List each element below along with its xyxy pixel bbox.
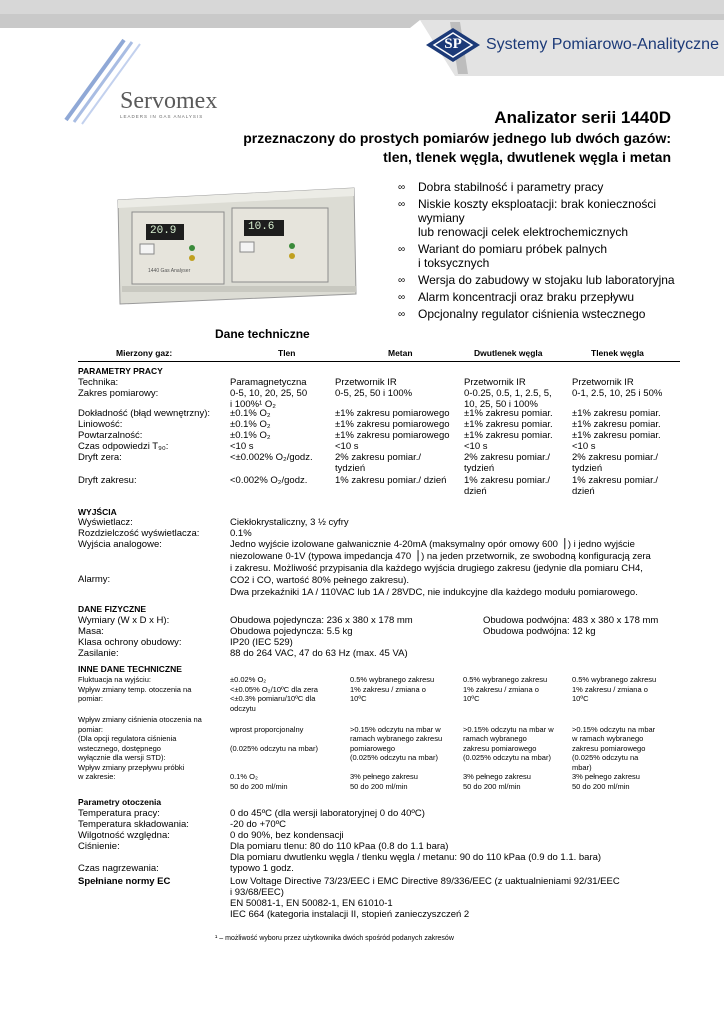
table-cell: ±0.1% O₂ — [230, 430, 271, 441]
device-label: 1440 Gas Analyser — [148, 268, 191, 274]
feature-item — [394, 197, 694, 239]
output-alarms: Dwa przekaźniki 1A / 110VAC lub 1A / 28VDC, nie indukcyjne dla każdego modułu pomiarowego. — [230, 587, 638, 598]
bullet-icon: ∞ — [398, 309, 406, 320]
table-cell: 2% zakresu pomiar./ tydzień — [572, 452, 659, 474]
feature-list — [394, 180, 694, 324]
col-header-methane: Metan — [388, 348, 413, 358]
sp-logo — [424, 27, 482, 63]
section-physical: DANE FIZYCZNE — [78, 604, 146, 614]
table-cell: <10 s — [572, 441, 596, 452]
section-environment: Parametry otoczenia — [78, 797, 162, 807]
col-header-co2: Dwutlenek węgla — [474, 348, 543, 358]
display-right: 10.6 — [248, 221, 275, 233]
table-cell: 0-0.25, 0.5, 1, 2.5, 5, 10, 25, 50 i 100% — [464, 388, 552, 410]
servomex-tagline: LEADERS IN GAS ANALYSIS — [120, 114, 204, 119]
bullet-icon: ∞ — [398, 292, 406, 303]
section-outputs: WYJŚCIA — [78, 507, 117, 517]
row-label: Zakres pomiarowy: — [78, 388, 159, 399]
table-cell: 0-1, 2.5, 10, 25 i 50% — [572, 388, 663, 399]
row-label: Wpływ zmiany ciśnienia otoczenia na pomiar: (Dla opcji regulatora ciśnienia wstecznego, dostępnego wyłącznie dla wersji STD): Wpływ zmiany przepływu próbki w zakresie: — [78, 715, 202, 781]
section-other: INNE DANE TECHNICZNE — [78, 664, 182, 674]
output-label-analog: Wyjścia analogowe: — [78, 539, 162, 550]
feature-item — [394, 242, 694, 270]
bullet-icon: ∞ — [398, 275, 406, 286]
norms-values: Low Voltage Directive 73/23/EEC i EMC Directive 89/336/EEC (z uaktualnieniami 92/31/EEC i 93/68/EEC) EN 50081-1, EN 50082-1, EN 61010-1 IEC 664 (kategoria instalacji II, stopień zanieczyszczeń 2 — [230, 876, 620, 920]
output-resolution: 0.1% — [230, 528, 252, 539]
table-cell: Przetwornik IR — [572, 377, 634, 388]
output-analog: Jedno wyjście izolowane galwanicznie 4-20mA (maksymalny opór omowy 600▕ ) i jedno wyjście niezolowane 0-1V (typowa impedancja 470▕ ) na jeden przetwornik, ze swobodną konfiguracją zera i zakresu. Możliwość przypisania dla każdego wyjścia drugiego zakresu (jedynie dla pomiaru CH4, CO2 i CO, wartość 80% pełnego zakresu). — [230, 539, 651, 586]
table-cell: ±0.1% O₂ — [230, 408, 271, 419]
table-cell: 0.5% wybranego zakresu 1% zakresu / zmiana o 10ºC — [572, 675, 657, 703]
table-cell: ±1% zakresu pomiar. — [464, 419, 553, 430]
row-label: Zasilanie: — [78, 648, 119, 659]
table-cell: <10 s — [230, 441, 254, 452]
norms-label: Spełniane normy EC — [78, 876, 171, 887]
table-cell: ±1% zakresu pomiar. — [572, 408, 661, 419]
col-header-co: Tlenek węgla — [591, 348, 644, 358]
table-cell: ±1% zakresu pomiar. — [572, 419, 661, 430]
table-cell: <10 s — [335, 441, 359, 452]
bullet-icon: ∞ — [398, 182, 406, 193]
row-label: Dryft zera: — [78, 452, 122, 463]
table-cell: Przetwornik IR — [335, 377, 397, 388]
table-cell: 0-5, 10, 20, 25, 50 i 100%¹ O₂ — [230, 388, 308, 410]
table-cell: ±1% zakresu pomiar. — [464, 408, 553, 419]
output-label-display: Wyświetlacz: — [78, 517, 133, 528]
row-label: Dryft zakresu: — [78, 475, 137, 486]
row-label: Dokładność (błąd wewnętrzny): — [78, 408, 211, 419]
table-cell: Paramagnetyczna — [230, 377, 307, 388]
table-cell: Przetwornik IR — [464, 377, 526, 388]
page-subtitle-1: przeznaczony do prostych pomiarów jednego lub dwóch gazów: — [243, 130, 671, 146]
feature-text: Wersja do zabudowy w stojaku lub laboratoryjna — [418, 273, 675, 287]
table-cell: 0-5, 25, 50 i 100% — [335, 388, 413, 399]
output-display: Ciekłokrystaliczny, 3 ½ cyfry — [230, 517, 349, 528]
display-left: 20.9 — [150, 225, 177, 237]
row-label: Klasa ochrony obudowy: — [78, 637, 182, 648]
env-values: 0 do 45ºC (dla wersji laboratoryjnej 0 do 40ºC) -20 do +70ºC 0 do 90%, bez kondensacji Dla pomiaru tlenu: 80 do 110 kPaa (0.8 do 1.1 bara) Dla pomiaru dwutlenku węgla / tlenku węgla / metanu: 90 do 110 kPaa (0.9 do 1.1. bara) typowo 1 godz. — [230, 808, 602, 874]
feature-item — [394, 290, 694, 304]
bullet-icon: ∞ — [398, 199, 406, 210]
table-cell: Obudowa pojedyncza: 5.5 kg — [230, 626, 353, 637]
servomex-brand: Servomex — [120, 88, 218, 114]
table-cell: >0.15% odczytu na mbar w ramach wybranego zakresu pomiarowego (0.025% odczytu na mbar) 3% pełnego zakresu 50 do 200 ml/min — [350, 724, 443, 791]
row-label: Masa: — [78, 626, 104, 637]
row-label: Wymiary (W x D x H): — [78, 615, 170, 626]
table-cell: ±0.02% O₂ <±0.05% O₂/10ºC dla zera <±0.3% pomiaru/10ºC dla odczytu — [230, 675, 318, 713]
table-cell: wprost proporcjonalny (0.025% odczytu na mbar) 0.1% O₂ 50 do 200 ml/min — [230, 724, 318, 791]
page-subtitle-2: tlen, tlenek węgla, dwutlenek węgla i metan — [383, 149, 671, 165]
feature-item — [394, 273, 694, 287]
table-cell: 1% zakresu pomiar./ dzień — [464, 475, 551, 497]
table-cell: ±0.1% O₂ — [230, 419, 271, 430]
feature-text: Wariant do pomiaru próbek palnych i toksycznych — [418, 242, 607, 270]
row-label: Czas odpowiedzi T₉₀: — [78, 441, 169, 452]
row-label: Technika: — [78, 377, 119, 388]
table-cell: 2% zakresu pomiar./ tydzień — [464, 452, 551, 474]
col-header-oxygen: Tlen — [278, 348, 296, 358]
table-cell: 88 do 264 VAC, 47 do 63 Hz (max. 45 VA) — [230, 648, 408, 659]
table-cell: >0.15% odczytu na mbar w ramach wybranego zakresu pomiarowego (0.025% odczytu na mbar) 3% pełnego zakresu 50 do 200 ml/min — [463, 724, 554, 791]
table-cell: <0.002% O₂/godz. — [230, 475, 308, 486]
env-labels: Temperatura pracy: Temperatura składowania: Wilgotność względna: Ciśnienie: Czas nagrzewania: — [78, 808, 189, 874]
output-label-resolution: Rozdzielczość wyświetlacza: — [78, 528, 200, 539]
table-cell: 0.5% wybranego zakresu 1% zakresu / zmiana o 10ºC — [463, 675, 548, 703]
table-cell: 2% zakresu pomiar./ tydzień — [335, 452, 422, 474]
footnote: ¹ – możliwość wyboru przez użytkownika dwóch spośród podanych zakresów — [215, 935, 454, 942]
header-divider — [78, 361, 680, 362]
table-cell: Obudowa podwójna: 483 x 380 x 178 mm — [483, 615, 659, 626]
analyzer-photo — [112, 182, 360, 312]
feature-text: Dobra stabilność i parametry pracy — [418, 180, 604, 194]
feature-text: Alarm koncentracji oraz braku przepływu — [418, 290, 635, 304]
feature-text: Opcjonalny regulator ciśnienia wstecznego — [418, 307, 646, 321]
table-cell: ±1% zakresu pomiar. — [464, 430, 553, 441]
section-params: PARAMETRY PRACY — [78, 366, 163, 376]
row-label: Liniowość: — [78, 419, 123, 430]
tech-heading: Dane techniczne — [215, 327, 310, 341]
table-cell: <±0.002% O₂/godz. — [230, 452, 313, 463]
company-name: Systemy Pomiarowo-Analityczne — [486, 36, 719, 53]
table-cell: Obudowa pojedyncza: 236 x 380 x 178 mm — [230, 615, 413, 626]
table-cell: >0.15% odczytu na mbar w ramach wybranego zakresu pomiarowego (0.025% odczytu na mbar) 3% pełnego zakresu 50 do 200 ml/min — [572, 724, 656, 791]
table-cell: 0.5% wybranego zakresu 1% zakresu / zmiana o 10ºC — [350, 675, 435, 703]
feature-item — [394, 180, 694, 194]
feature-text: Niskie koszty eksploatacji: brak konieczności wymiany lub renowacji celek elektrochemicznych — [418, 197, 657, 239]
table-cell: ±1% zakresu pomiarowego — [335, 408, 450, 419]
servomex-logo — [60, 38, 240, 128]
table-cell: ±1% zakresu pomiarowego — [335, 430, 450, 441]
table-cell: 1% zakresu pomiar./ dzień — [572, 475, 659, 497]
sp-logo-text: SP — [444, 36, 462, 52]
output-label-alarms: Alarmy: — [78, 574, 111, 585]
row-label: Fluktuacja na wyjściu: Wpływ zmiany temp. otoczenia na pomiar: — [78, 675, 192, 703]
table-cell: ±1% zakresu pomiarowego — [335, 419, 450, 430]
outputs-values — [230, 517, 670, 598]
table-cell: IP20 (IEC 529) — [230, 637, 293, 648]
outputs-labels — [78, 517, 228, 585]
table-cell: ±1% zakresu pomiar. — [572, 430, 661, 441]
table-cell: 1% zakresu pomiar./ dzień — [335, 475, 447, 486]
feature-item — [394, 307, 694, 321]
table-cell: <10 s — [464, 441, 488, 452]
row-label: Powtarzalność: — [78, 430, 143, 441]
col-header-gas: Mierzony gaz: — [116, 348, 173, 358]
page-title: Analizator serii 1440D — [494, 108, 671, 127]
bullet-icon: ∞ — [398, 244, 406, 255]
table-cell: Obudowa podwójna: 12 kg — [483, 626, 596, 637]
